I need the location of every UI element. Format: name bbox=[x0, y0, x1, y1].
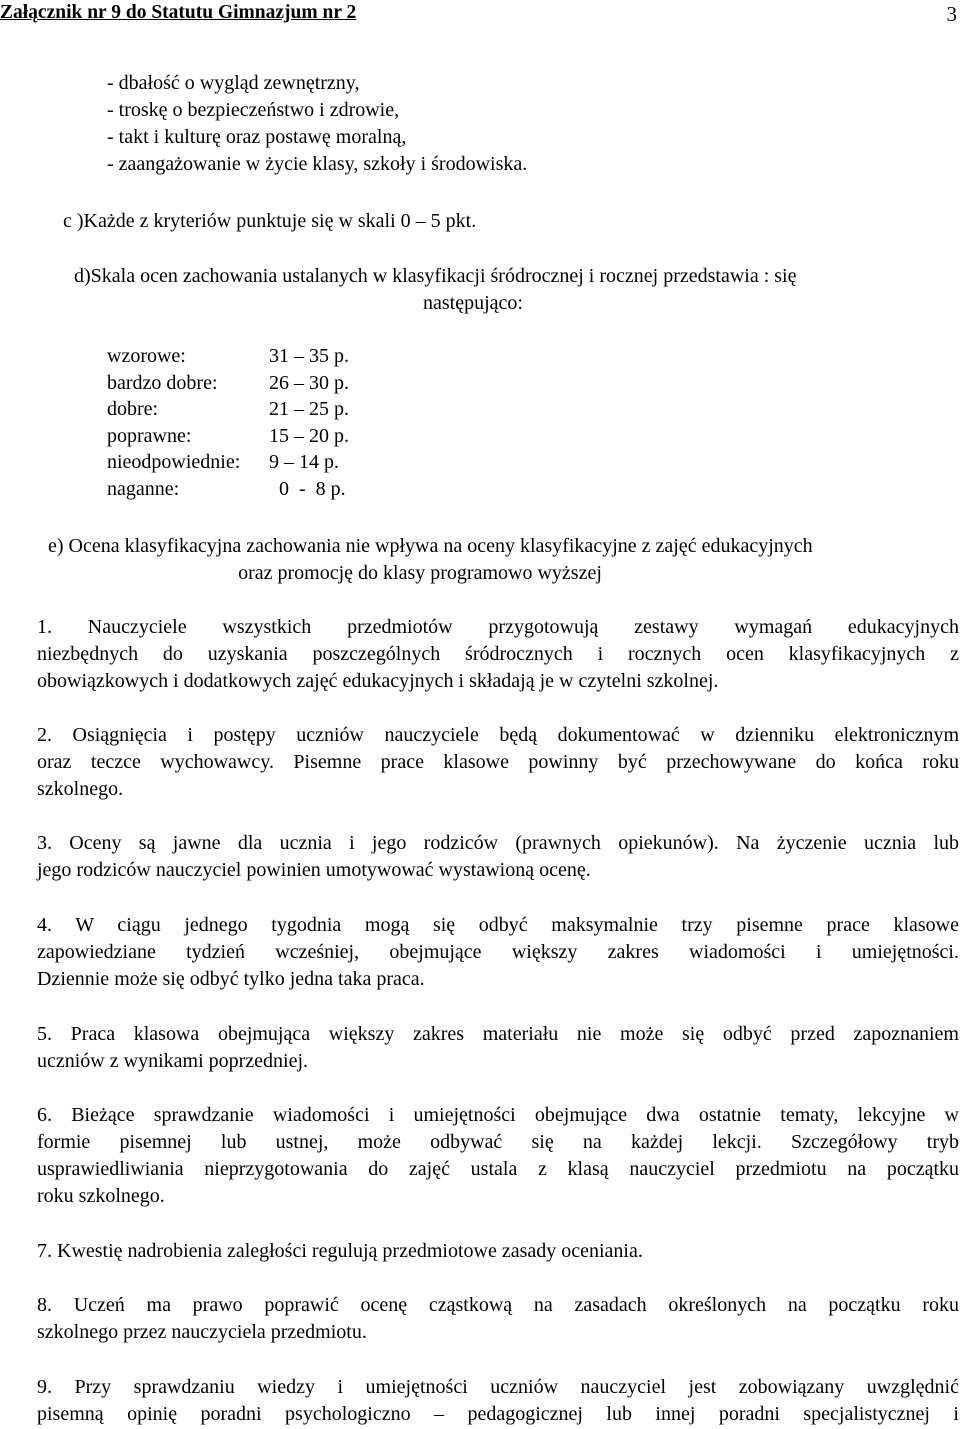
scale-label: wzorowe: bbox=[107, 345, 186, 367]
page-header bbox=[0, 0, 960, 30]
paragraph-line: 1. Nauczyciele wszystkich przedmiotów przygotowują zestawy wymagań edukacyjnych bbox=[37, 616, 959, 638]
scale-label: poprawne: bbox=[107, 424, 192, 447]
paragraph-9 bbox=[37, 1374, 959, 1428]
paragraph-line: oraz teczce wychowawcy. Pisemne prace klasowe powinny być przechowywane do końca roku bbox=[37, 751, 959, 773]
scale-row bbox=[107, 370, 349, 397]
scale-label: nieodpowiednie: bbox=[107, 451, 241, 473]
scale-range: 15 – 20 p. bbox=[269, 424, 349, 447]
paragraph-line: obowiązkowych i dodatkowych zajęć edukacyjnych i składają je w czytelni szkolnej. bbox=[37, 670, 719, 692]
scale-range: 21 – 25 p. bbox=[269, 398, 349, 420]
paragraph-line: niezbędnych do uzyskania poszczególnych śródrocznych i rocznych ocen klasyfikacyjnych z bbox=[37, 643, 959, 665]
scale-label: dobre: bbox=[107, 398, 159, 420]
paragraph-line: uczniów z wynikami poprzedniej. bbox=[37, 1050, 309, 1072]
section-d-line2: następująco: bbox=[423, 292, 523, 314]
paragraph-line: szkolnego przez nauczyciela przedmiotu. bbox=[37, 1321, 367, 1343]
scale-row bbox=[107, 449, 349, 476]
list-item: - zaangażowanie w życie klasy, szkoły i środowiska. bbox=[107, 153, 528, 175]
scale-range: 31 – 35 p. bbox=[269, 345, 349, 367]
list-item: - dbałość o wygląd zewnętrzny, bbox=[107, 72, 360, 94]
section-c: c )Każde z kryteriów punktuje się w skali 0 – 5 pkt. bbox=[63, 210, 477, 232]
paragraph-line: 8. Uczeń ma prawo poprawić ocenę cząstkową na zasadach określonych na początku roku bbox=[37, 1294, 959, 1316]
list-item: - takt i kulturę oraz postawę moralną, bbox=[107, 126, 407, 148]
scale-row bbox=[107, 476, 349, 503]
list-item: - troskę o bezpieczeństwo i zdrowie, bbox=[107, 99, 400, 121]
paragraph-line: roku szkolnego. bbox=[37, 1185, 165, 1207]
scale-row bbox=[107, 343, 349, 370]
grade-scale bbox=[107, 343, 349, 502]
paragraph-line: 4. W ciągu jednego tygodnia mogą się odbyć maksymalnie trzy pisemne prace klasowe bbox=[37, 914, 959, 936]
section-e-line2: oraz promocję do klasy programowo wyższej bbox=[238, 562, 602, 584]
section-e-line1: e) Ocena klasyfikacyjna zachowania nie wpływa na oceny klasyfikacyjne z zajęć edukacyjnych bbox=[48, 535, 813, 557]
scale-row bbox=[107, 396, 349, 423]
paragraph-2 bbox=[37, 722, 959, 803]
paragraph-line: pisemną opinię poradni psychologiczno – pedagogicznej lub innej poradni specjalistycznej i bbox=[37, 1403, 959, 1425]
paragraph-4 bbox=[37, 912, 959, 993]
paragraph-line: 9. Przy sprawdzaniu wiedzy i umiejętności uczniów nauczyciel jest zobowiązany uwzględnić bbox=[37, 1376, 959, 1398]
criteria-list bbox=[107, 70, 527, 178]
scale-range: 0 - 8 p. bbox=[269, 477, 346, 500]
paragraph-7 bbox=[37, 1238, 959, 1265]
document-title: Załącznik nr 9 do Statutu Gimnazjum nr 2 bbox=[0, 2, 357, 23]
scale-range: 9 – 14 p. bbox=[269, 451, 339, 473]
paragraph-line: szkolnego. bbox=[37, 778, 124, 800]
paragraph-line: formie pisemnej lub ustnej, może odbywać się na każdej lekcji. Szczegółowy tryb bbox=[37, 1131, 959, 1153]
section-d-line1: d)Skala ocen zachowania ustalanych w klasyfikacji śródrocznej i rocznej przedstawia : się bbox=[74, 265, 797, 287]
scale-range: 26 – 30 p. bbox=[269, 371, 349, 394]
paragraph-line: zapowiedziane tydzień wcześniej, obejmujące większy zakres wiadomości i umiejętności. bbox=[37, 941, 959, 963]
paragraph-1 bbox=[37, 614, 959, 695]
paragraph-line: 7. Kwestię nadrobienia zaległości regulują przedmiotowe zasady oceniania. bbox=[37, 1240, 643, 1262]
paragraph-line: usprawiedliwiania nieprzygotowania do zajęć ustala z klasą nauczyciel przedmiotu na początku bbox=[37, 1158, 959, 1180]
paragraph-line: 3. Oceny są jawne dla ucznia i jego rodziców (prawnych opiekunów). Na życzenie ucznia lub bbox=[37, 832, 959, 854]
paragraph-line: 5. Praca klasowa obejmująca większy zakres materiału nie może się odbyć przed zapoznaniem bbox=[37, 1023, 959, 1045]
paragraph-5 bbox=[37, 1021, 959, 1075]
paragraph-line: Dziennie może się odbyć tylko jedna taka praca. bbox=[37, 968, 425, 990]
paragraph-line: 6. Bieżące sprawdzanie wiadomości i umiejętności obejmujące dwa ostatnie tematy, lekcyjne w bbox=[37, 1104, 959, 1126]
paragraph-6 bbox=[37, 1102, 959, 1210]
page-number: 3 bbox=[946, 2, 957, 26]
scale-label: bardzo dobre: bbox=[107, 371, 218, 394]
paragraph-line: 2. Osiągnięcia i postępy uczniów nauczyciele będą dokumentować w dzienniku elektronicznym bbox=[37, 724, 959, 746]
paragraph-3 bbox=[37, 830, 959, 884]
paragraph-8 bbox=[37, 1292, 959, 1346]
scale-row bbox=[107, 423, 349, 450]
paragraph-line: jego rodziców nauczyciel powinien umotywować wystawioną ocenę. bbox=[37, 859, 591, 881]
scale-label: naganne: bbox=[107, 477, 180, 500]
